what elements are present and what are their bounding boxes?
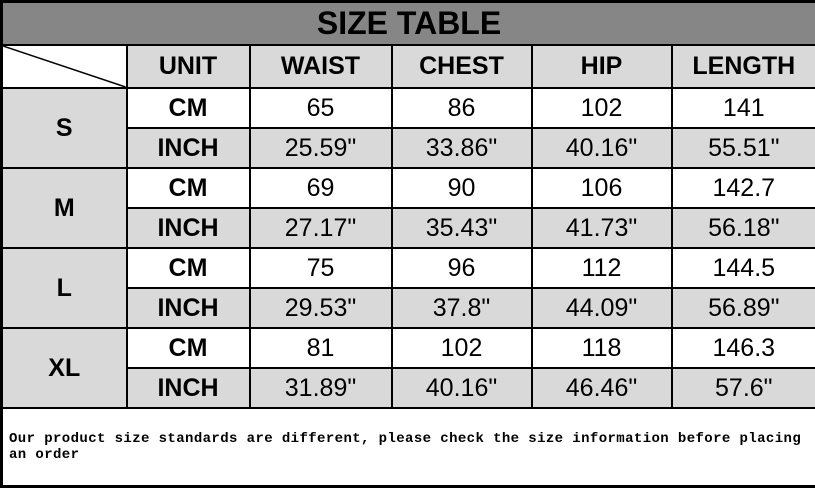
value-cell: 102	[392, 328, 532, 368]
value-cell: 40.16"	[392, 368, 532, 408]
value-cell: 90	[392, 168, 532, 208]
row-s-cm	[2, 88, 815, 128]
unit-cell: INCH	[127, 368, 250, 408]
value-cell: 35.43"	[392, 208, 532, 248]
value-cell: 112	[532, 248, 672, 288]
value-cell: 86	[392, 88, 532, 128]
value-cell: 46.46"	[532, 368, 672, 408]
column-header-hip: HIP	[532, 45, 672, 88]
unit-cell: CM	[127, 328, 250, 368]
value-cell: 31.89"	[250, 368, 392, 408]
value-cell: 33.86"	[392, 128, 532, 168]
corner-cell	[2, 45, 127, 88]
value-cell: 65	[250, 88, 392, 128]
note-row	[2, 408, 815, 487]
title-row	[2, 2, 815, 46]
value-cell: 37.8"	[392, 288, 532, 328]
value-cell: 102	[532, 88, 672, 128]
value-cell: 57.6"	[672, 368, 815, 408]
value-cell: 69	[250, 168, 392, 208]
column-header-unit: UNIT	[127, 45, 250, 88]
unit-cell: INCH	[127, 208, 250, 248]
value-cell: 29.53"	[250, 288, 392, 328]
row-xl-cm	[2, 328, 815, 368]
row-m-cm	[2, 168, 815, 208]
column-header-waist: WAIST	[250, 45, 392, 88]
value-cell: 27.17"	[250, 208, 392, 248]
column-header-chest: CHEST	[392, 45, 532, 88]
row-l-cm	[2, 248, 815, 288]
size-label-xl: XL	[2, 328, 127, 408]
value-cell: 146.3	[672, 328, 815, 368]
value-cell: 106	[532, 168, 672, 208]
note-text: Our product size standards are different, please check the size information before placing an order	[2, 408, 815, 487]
size-label-l: L	[2, 248, 127, 328]
table-title: SIZE TABLE	[2, 2, 815, 46]
value-cell: 56.18"	[672, 208, 815, 248]
value-cell: 55.51"	[672, 128, 815, 168]
diagonal-line-icon	[3, 46, 126, 87]
value-cell: 118	[532, 328, 672, 368]
unit-cell: CM	[127, 88, 250, 128]
value-cell: 142.7	[672, 168, 815, 208]
value-cell: 56.89"	[672, 288, 815, 328]
unit-cell: INCH	[127, 288, 250, 328]
size-label-s: S	[2, 88, 127, 168]
column-header-length: LENGTH	[672, 45, 815, 88]
size-label-m: M	[2, 168, 127, 248]
value-cell: 25.59"	[250, 128, 392, 168]
value-cell: 96	[392, 248, 532, 288]
unit-cell: CM	[127, 168, 250, 208]
value-cell: 41.73"	[532, 208, 672, 248]
unit-cell: INCH	[127, 128, 250, 168]
value-cell: 40.16"	[532, 128, 672, 168]
header-row	[2, 45, 815, 88]
value-cell: 44.09"	[532, 288, 672, 328]
value-cell: 144.5	[672, 248, 815, 288]
value-cell: 75	[250, 248, 392, 288]
value-cell: 81	[250, 328, 392, 368]
value-cell: 141	[672, 88, 815, 128]
unit-cell: CM	[127, 248, 250, 288]
